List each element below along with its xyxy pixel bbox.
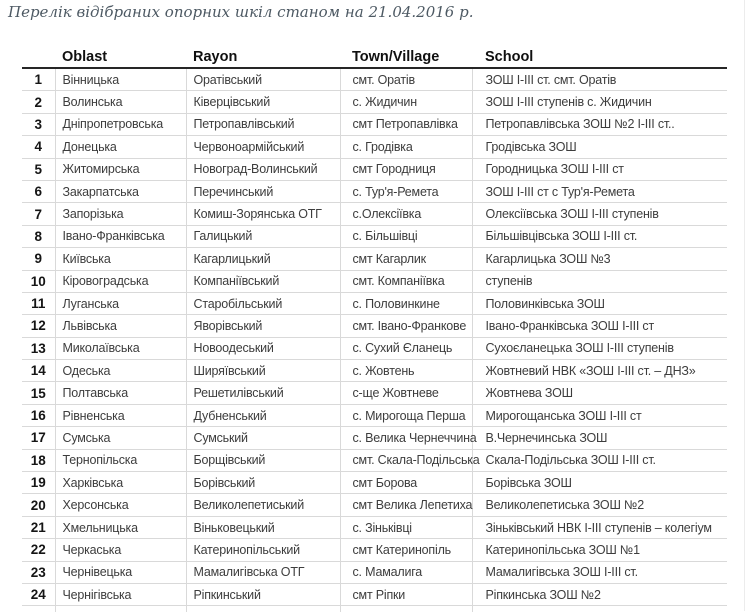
cell-oblast: Вінницька bbox=[55, 68, 186, 91]
cell-school: Великолепетиська ЗОШ №2 bbox=[472, 494, 727, 516]
cell-school: Більшівцівська ЗОШ І-ІІІ ст. bbox=[472, 225, 727, 247]
cell-town: с. Жовтень bbox=[340, 360, 472, 382]
column-header-rayon: Rayon bbox=[186, 45, 340, 68]
cell-rayon: Кагарлицький bbox=[186, 248, 340, 270]
cell-school: Івано-Франківська ЗОШ І-ІІІ ст bbox=[472, 315, 727, 337]
cell-town: с. Сухий Єланець bbox=[340, 337, 472, 359]
cell-town: с-ще Жовтневе bbox=[340, 382, 472, 404]
cell-school: Жовтнева ЗОШ bbox=[472, 382, 727, 404]
table-row bbox=[22, 68, 727, 91]
row-number: 22 bbox=[22, 539, 55, 561]
cell-school: Половинківська ЗОШ bbox=[472, 292, 727, 314]
cell-oblast: Запорізька bbox=[55, 203, 186, 225]
cell-rayon: Катеринопільський bbox=[186, 539, 340, 561]
row-number: 10 bbox=[22, 270, 55, 292]
cell-school: Петропавлівська ЗОШ №2 І-ІІІ ст.. bbox=[472, 113, 727, 135]
cell-town: с.Олексіївка bbox=[340, 203, 472, 225]
table-row bbox=[22, 449, 727, 471]
table-row bbox=[22, 360, 727, 382]
row-number: 5 bbox=[22, 158, 55, 180]
clipped-cell bbox=[472, 606, 727, 612]
cell-oblast: Чернівецька bbox=[55, 561, 186, 583]
clipped-cell bbox=[22, 606, 55, 612]
row-number: 12 bbox=[22, 315, 55, 337]
table-row bbox=[22, 494, 727, 516]
table-row bbox=[22, 292, 727, 314]
table-row bbox=[22, 382, 727, 404]
row-number: 3 bbox=[22, 113, 55, 135]
cell-oblast: Хмельницька bbox=[55, 516, 186, 538]
cell-oblast: Полтавська bbox=[55, 382, 186, 404]
row-number: 23 bbox=[22, 561, 55, 583]
cell-rayon: Віньковецький bbox=[186, 516, 340, 538]
cell-town: с. Велика Чернеччина bbox=[340, 427, 472, 449]
cell-oblast: Житомирська bbox=[55, 158, 186, 180]
cell-oblast: Харківська bbox=[55, 472, 186, 494]
cell-rayon: Перечинський bbox=[186, 180, 340, 202]
clipped-cell bbox=[340, 606, 472, 612]
cell-oblast: Рівненська bbox=[55, 404, 186, 426]
cell-town: смт Борова bbox=[340, 472, 472, 494]
cell-oblast: Закарпатська bbox=[55, 180, 186, 202]
cell-rayon: Дубненський bbox=[186, 404, 340, 426]
cell-rayon: Комиш-Зорянська ОТГ bbox=[186, 203, 340, 225]
cell-rayon: Яворівський bbox=[186, 315, 340, 337]
cell-rayon: Старобільський bbox=[186, 292, 340, 314]
cell-school: Борівська ЗОШ bbox=[472, 472, 727, 494]
cell-oblast: Київська bbox=[55, 248, 186, 270]
cell-town: с. Гродівка bbox=[340, 136, 472, 158]
cell-oblast: Чернігівська bbox=[55, 583, 186, 605]
cell-town: смт Кагарлик bbox=[340, 248, 472, 270]
table-row bbox=[22, 113, 727, 135]
cell-school: Кагарлицька ЗОШ №3 bbox=[472, 248, 727, 270]
cell-school: Сухоєланецька ЗОШ І-ІІІ ступенів bbox=[472, 337, 727, 359]
cell-town: с. Зіньківці bbox=[340, 516, 472, 538]
cell-oblast: Херсонська bbox=[55, 494, 186, 516]
cell-school: Мирогощанська ЗОШ І-ІІІ ст bbox=[472, 404, 727, 426]
schools-table-body bbox=[22, 68, 727, 612]
cell-oblast: Івано-Франківська bbox=[55, 225, 186, 247]
row-number: 20 bbox=[22, 494, 55, 516]
cell-town: с. Мамалига bbox=[340, 561, 472, 583]
cell-town: с. Жидичин bbox=[340, 91, 472, 113]
cell-town: смт. Оратів bbox=[340, 68, 472, 91]
table-row bbox=[22, 404, 727, 426]
row-number: 7 bbox=[22, 203, 55, 225]
table-row bbox=[22, 315, 727, 337]
cell-town: смт. Компаніївка bbox=[340, 270, 472, 292]
cell-rayon: Оратівський bbox=[186, 68, 340, 91]
cell-oblast: Сумська bbox=[55, 427, 186, 449]
row-number: 17 bbox=[22, 427, 55, 449]
cell-oblast: Тернопільска bbox=[55, 449, 186, 471]
cell-town: с. Мирогоща Перша bbox=[340, 404, 472, 426]
page-title: Перелік відібраних опорних шкіл станом на 21.04.2016 р. bbox=[8, 3, 474, 21]
cell-oblast: Львівська bbox=[55, 315, 186, 337]
row-number: 8 bbox=[22, 225, 55, 247]
row-number: 6 bbox=[22, 180, 55, 202]
cell-oblast: Волинська bbox=[55, 91, 186, 113]
table-row bbox=[22, 248, 727, 270]
table-row bbox=[22, 270, 727, 292]
row-number: 11 bbox=[22, 292, 55, 314]
cell-oblast: Дніпропетровська bbox=[55, 113, 186, 135]
column-header-oblast: Oblast bbox=[55, 45, 186, 68]
row-number: 13 bbox=[22, 337, 55, 359]
row-number: 16 bbox=[22, 404, 55, 426]
cell-town: смт. Скала-Подільська bbox=[340, 449, 472, 471]
table-row bbox=[22, 561, 727, 583]
row-number: 2 bbox=[22, 91, 55, 113]
row-number: 15 bbox=[22, 382, 55, 404]
schools-table-header bbox=[22, 45, 727, 68]
cell-town: смт Ріпки bbox=[340, 583, 472, 605]
table-row bbox=[22, 583, 727, 605]
cell-rayon: Новоодеський bbox=[186, 337, 340, 359]
cell-rayon: Великолепетиський bbox=[186, 494, 340, 516]
column-header-town: Town/Village bbox=[340, 45, 472, 68]
cell-oblast: Кіровоградська bbox=[55, 270, 186, 292]
cell-town: с. Більшівці bbox=[340, 225, 472, 247]
table-row bbox=[22, 337, 727, 359]
row-number: 19 bbox=[22, 472, 55, 494]
table-row bbox=[22, 516, 727, 538]
cell-town: смт Велика Лепетиха bbox=[340, 494, 472, 516]
cell-school: ЗОШ І-ІІІ ст. смт. Оратів bbox=[472, 68, 727, 91]
column-header-number bbox=[22, 45, 55, 68]
table-row bbox=[22, 180, 727, 202]
column-header-school: School bbox=[472, 45, 727, 68]
cell-school: Мамалигівська ЗОШ І-ІІІ ст. bbox=[472, 561, 727, 583]
cell-town: смт Катеринопіль bbox=[340, 539, 472, 561]
cell-rayon: Червоноармійський bbox=[186, 136, 340, 158]
cell-rayon: Решетилівський bbox=[186, 382, 340, 404]
cell-rayon: Мамалигівська ОТГ bbox=[186, 561, 340, 583]
row-number: 1 bbox=[22, 68, 55, 91]
cell-town: смт Городниця bbox=[340, 158, 472, 180]
cell-oblast: Черкаська bbox=[55, 539, 186, 561]
window-edge bbox=[744, 0, 745, 611]
cell-oblast: Миколаївська bbox=[55, 337, 186, 359]
cell-rayon: Галицький bbox=[186, 225, 340, 247]
cell-rayon: Ківерцівський bbox=[186, 91, 340, 113]
clipped-row bbox=[22, 606, 727, 612]
cell-rayon: Сумський bbox=[186, 427, 340, 449]
row-number: 18 bbox=[22, 449, 55, 471]
row-number: 4 bbox=[22, 136, 55, 158]
row-number: 9 bbox=[22, 248, 55, 270]
cell-rayon: Новоград-Волинський bbox=[186, 158, 340, 180]
cell-rayon: Ріпкинський bbox=[186, 583, 340, 605]
cell-oblast: Одеська bbox=[55, 360, 186, 382]
cell-school: Олексіївська ЗОШ І-ІІІ ступенів bbox=[472, 203, 727, 225]
clipped-cell bbox=[55, 606, 186, 612]
cell-school: ЗОШ І-ІІІ ст с Тур'я-Ремета bbox=[472, 180, 727, 202]
cell-school: Городницька ЗОШ І-ІІІ ст bbox=[472, 158, 727, 180]
cell-rayon: Ширяївський bbox=[186, 360, 340, 382]
cell-school: Зіньківський НВК І-ІІІ ступенів – колегіум bbox=[472, 516, 727, 538]
row-number: 14 bbox=[22, 360, 55, 382]
cell-school: Жовтневий НВК «ЗОШ І-ІІІ ст. – ДНЗ» bbox=[472, 360, 727, 382]
table-row bbox=[22, 225, 727, 247]
cell-school: В.Чернечинська ЗОШ bbox=[472, 427, 727, 449]
cell-rayon: Компаніївський bbox=[186, 270, 340, 292]
cell-oblast: Донецька bbox=[55, 136, 186, 158]
table-row bbox=[22, 427, 727, 449]
cell-town: смт Петропавлівка bbox=[340, 113, 472, 135]
cell-town: с. Половинкине bbox=[340, 292, 472, 314]
table-row bbox=[22, 203, 727, 225]
cell-oblast: Луганська bbox=[55, 292, 186, 314]
row-number: 24 bbox=[22, 583, 55, 605]
cell-school: Ріпкинська ЗОШ №2 bbox=[472, 583, 727, 605]
cell-town: смт. Івано-Франкове bbox=[340, 315, 472, 337]
table-row bbox=[22, 91, 727, 113]
cell-school: Гродівська ЗОШ bbox=[472, 136, 727, 158]
table-row bbox=[22, 472, 727, 494]
cell-rayon: Петропавлівський bbox=[186, 113, 340, 135]
cell-rayon: Борівський bbox=[186, 472, 340, 494]
row-number: 21 bbox=[22, 516, 55, 538]
cell-school: Катеринопільська ЗОШ №1 bbox=[472, 539, 727, 561]
cell-school: ЗОШ І-ІІІ ступенів с. Жидичин bbox=[472, 91, 727, 113]
cell-town: с. Тур'я-Ремета bbox=[340, 180, 472, 202]
clipped-cell bbox=[186, 606, 340, 612]
table-row bbox=[22, 158, 727, 180]
schools-table bbox=[22, 45, 727, 612]
header-row bbox=[22, 45, 727, 68]
cell-school: Скала-Подільська ЗОШ І-ІІІ ст. bbox=[472, 449, 727, 471]
cell-school: ступенів bbox=[472, 270, 727, 292]
cell-rayon: Борщівський bbox=[186, 449, 340, 471]
table-row bbox=[22, 136, 727, 158]
table-row bbox=[22, 539, 727, 561]
